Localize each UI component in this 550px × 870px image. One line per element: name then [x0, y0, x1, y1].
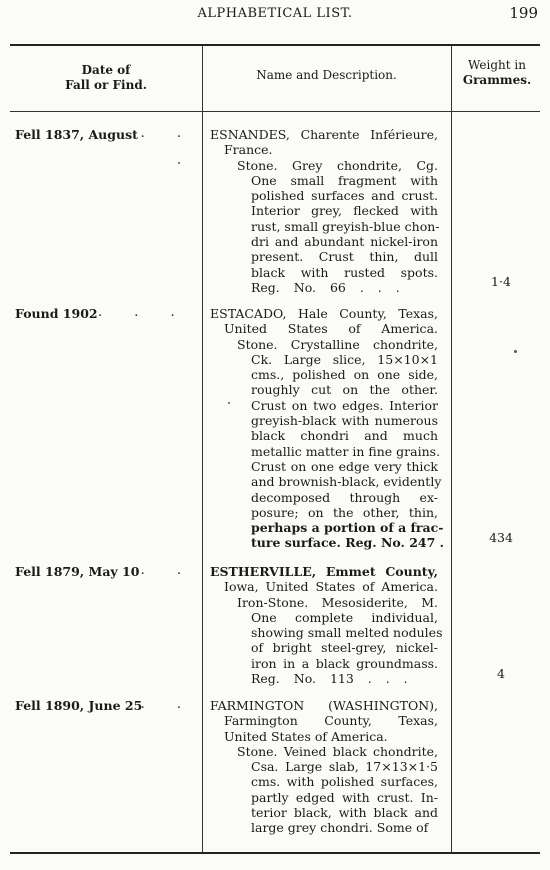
desc-line: Stone. Veined black chondrite,	[237, 743, 438, 759]
entry-description	[210, 564, 443, 687]
entry-weight: 4	[497, 666, 505, 681]
desc-line: cms. with polished surfaces,	[251, 774, 438, 790]
desc-line: United States of America.	[224, 728, 388, 744]
desc-line: One complete individual,	[251, 609, 438, 625]
table-top-rule	[10, 44, 540, 46]
desc-line: Iron-Stone. Mesosiderite, M.	[237, 594, 438, 610]
desc-line: Stone. Grey chondrite, Cg.	[237, 157, 438, 173]
desc-line: United States of America.	[224, 321, 438, 337]
desc-line: greyish-black with numerous	[251, 413, 438, 429]
leader-dots: . .	[140, 126, 195, 141]
column-header-weight-line2: Grammes.	[462, 73, 532, 87]
desc-line: black chondri and much	[251, 428, 438, 444]
print-speck	[514, 350, 517, 353]
column-header-date-line2: Fall or Find.	[65, 78, 147, 92]
entry-date: Fell 1837, August	[15, 127, 138, 142]
entry-description	[210, 127, 438, 295]
desc-line: posure; on the other, thin,	[251, 504, 438, 520]
desc-line: present. Crust thin, dull	[251, 249, 438, 265]
desc-line: and brownish-black, evidently	[251, 474, 442, 490]
entry-description	[210, 306, 445, 551]
desc-line: Crust on one edge very thick	[251, 458, 438, 474]
entry-date: Fell 1879, May 10	[15, 564, 140, 579]
page-number: 199	[509, 4, 538, 22]
table-bottom-rule	[10, 852, 540, 854]
entry-weight: 1·4	[491, 274, 511, 289]
desc-line: Reg. No. 66 . . .	[251, 279, 400, 295]
column-header-date-line1: Date of	[81, 63, 131, 77]
desc-line: Stone. Crystalline chondrite,	[237, 336, 438, 352]
desc-line: of bright steel-grey, nickel-	[251, 640, 438, 656]
column-header-weight	[451, 58, 543, 88]
running-head: ALPHABETICAL LIST.	[197, 6, 353, 21]
desc-line: terior black, with black and	[251, 805, 438, 821]
desc-line: ESTHERVILLE, Emmet County,	[210, 564, 438, 579]
desc-line: large grey chondri. Some of	[251, 820, 429, 836]
leader-dots: . .	[140, 697, 195, 712]
desc-line: decomposed through ex-	[251, 489, 438, 505]
desc-line: Csa. Large slab, 17×13×1·5	[251, 759, 438, 775]
column-header-weight-line1: Weight in	[468, 58, 526, 72]
desc-line: dri and abundant nickel-iron	[251, 234, 438, 250]
desc-line: ESNANDES, Charente Inférieure,	[210, 127, 438, 142]
desc-line: metallic matter in fine grains.	[251, 443, 441, 459]
desc-line: perhaps a portion of a frac-	[251, 520, 444, 536]
desc-line: cms., polished on one side,	[251, 367, 438, 383]
column-divider-date	[202, 46, 203, 852]
desc-line: iron in a black groundmass.	[251, 655, 438, 671]
desc-line: black with rusted spots.	[251, 264, 438, 280]
entry-date: Fell 1890, June 25	[15, 698, 143, 713]
print-speck	[178, 162, 180, 164]
desc-line: polished surfaces and crust.	[251, 188, 438, 204]
desc-line: ESTACADO, Hale County, Texas,	[210, 306, 438, 321]
column-header-name: Name and Description.	[256, 68, 397, 82]
desc-line: Ck. Large slice, 15×10×1	[251, 351, 438, 367]
desc-line: Iowa, United States of America.	[224, 579, 438, 595]
entry-date: Found 1902	[15, 306, 98, 321]
desc-line: partly edged with crust. In-	[251, 789, 438, 805]
entry-weight: 434	[489, 530, 513, 545]
desc-line: Interior grey, flecked with	[251, 203, 438, 219]
desc-line: One small fragment with	[251, 172, 438, 188]
header-rule	[10, 111, 540, 112]
leader-dots: . . .	[98, 305, 189, 320]
desc-line: Farmington County, Texas,	[224, 713, 438, 729]
print-speck	[228, 402, 230, 404]
entry-description	[210, 698, 438, 836]
column-divider-weight	[451, 46, 452, 852]
column-header-date	[10, 63, 202, 93]
desc-line: rust, small greyish-blue chon-	[251, 218, 440, 234]
desc-line: France.	[224, 142, 273, 158]
leader-dots: . .	[140, 563, 195, 578]
desc-line: Crust on two edges. Interior	[251, 397, 438, 413]
desc-line: roughly cut on the other.	[251, 382, 438, 398]
page-header	[0, 0, 550, 30]
desc-line: Reg. No. 113 . . .	[251, 671, 408, 687]
desc-line: ture surface. Reg. No. 247 .	[251, 535, 445, 551]
desc-line: FARMINGTON (WASHINGTON),	[210, 698, 438, 713]
desc-line: showing small melted nodules	[251, 625, 443, 641]
